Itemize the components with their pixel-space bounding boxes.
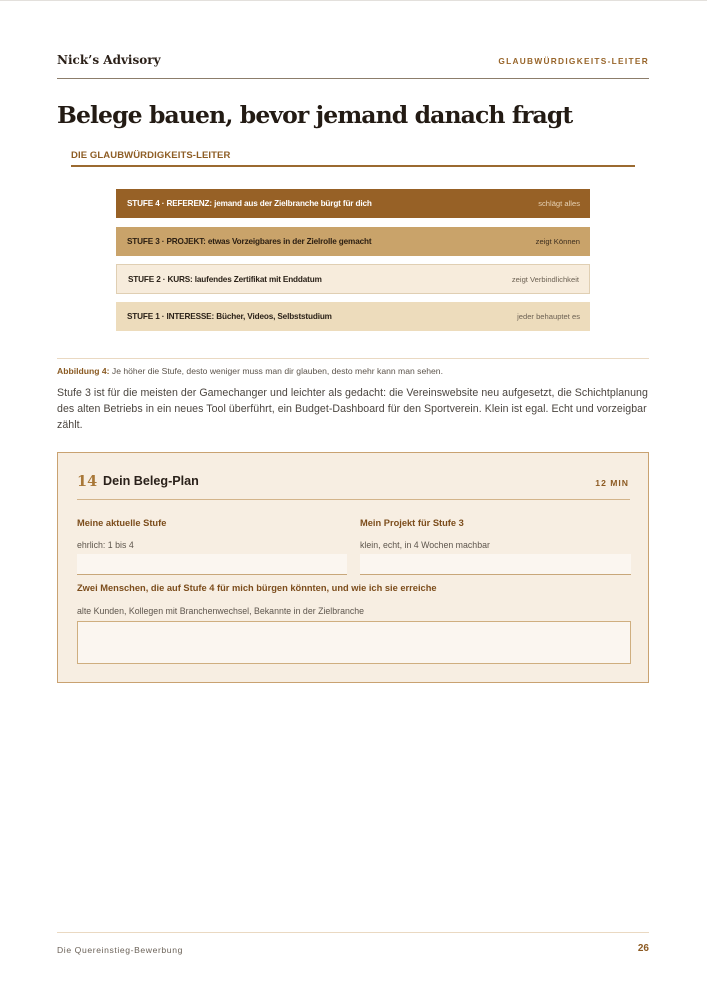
current-level-label: Meine aktuelle Stufe <box>77 518 167 528</box>
exercise-number: 14 <box>77 473 98 490</box>
rung-note: schlägt alles <box>538 199 580 208</box>
ladder-rung-4 <box>116 189 590 218</box>
current-level-hint: ehrlich: 1 bis 4 <box>77 540 134 550</box>
caption-text: Je höher die Stufe, desto weniger muss man dir glauben, desto mehr kann man sehen. <box>109 366 443 376</box>
caption-label: Abbildung 4: <box>57 366 110 376</box>
project-field[interactable] <box>360 554 631 575</box>
project-hint: klein, echt, in 4 Wochen machbar <box>360 540 490 550</box>
caption-divider <box>57 358 649 359</box>
running-title: GLAUBWÜRDIGKEITS-LEITER <box>498 56 649 66</box>
figure-divider <box>71 165 635 167</box>
references-field[interactable] <box>77 621 631 664</box>
rung-label: STUFE 1 · INTERESSE: Bücher, Videos, Selbststudium <box>127 312 332 321</box>
page-title: Belege bauen, bevor jemand danach fragt <box>57 101 573 129</box>
exercise-title: Dein Beleg-Plan <box>103 474 199 488</box>
exercise-duration: 12 MIN <box>595 478 629 488</box>
project-label: Mein Projekt für Stufe 3 <box>360 518 464 528</box>
ladder-rung-3 <box>116 227 590 256</box>
page-number: 26 <box>637 943 649 954</box>
header-divider <box>57 78 649 79</box>
rung-label: STUFE 4 · REFERENZ: jemand aus der Zielbranche bürgt für dich <box>127 199 372 208</box>
footer-book-title: Die Quereinstieg-Bewerbung <box>57 945 183 955</box>
ladder-rung-1 <box>116 302 590 331</box>
exercise-divider <box>77 499 630 500</box>
references-label: Zwei Menschen, die auf Stufe 4 für mich bürgen könnten, und wie ich sie erreiche <box>77 583 437 593</box>
references-hint: alte Kunden, Kollegen mit Branchenwechsel, Bekannte in der Zielbranche <box>77 606 365 616</box>
brand-name: Nick’s Advisory <box>57 53 161 67</box>
footer-divider <box>57 932 649 933</box>
figure-heading: DIE GLAUBWÜRDIGKEITS-LEITER <box>71 150 231 161</box>
exercise-box <box>57 452 649 683</box>
rung-label: STUFE 3 · PROJEKT: etwas Vorzeigbares in der Zielrolle gemacht <box>127 237 372 246</box>
ladder-rung-2 <box>116 264 590 294</box>
rung-note: zeigt Verbindlichkeit <box>511 274 579 284</box>
rung-note: jeder behauptet es <box>517 312 580 321</box>
body-paragraph: Stufe 3 ist für die meisten der Gamechanger und leichter als gedacht: die Vereinswebsite neu aufgesetzt, die Schichtplanung des alten Betriebs in ein neues Tool überführt, ein Budget-Dashboard für den Sportverein. Klein ist egal. Echt und vorzeigbar zählt. <box>57 387 648 431</box>
current-level-field[interactable] <box>77 554 347 575</box>
figure-caption <box>57 366 443 376</box>
rung-note: zeigt Können <box>535 237 580 246</box>
page <box>57 1 649 1001</box>
rung-label: STUFE 2 · KURS: laufendes Zertifikat mit Enddatum <box>128 274 322 284</box>
